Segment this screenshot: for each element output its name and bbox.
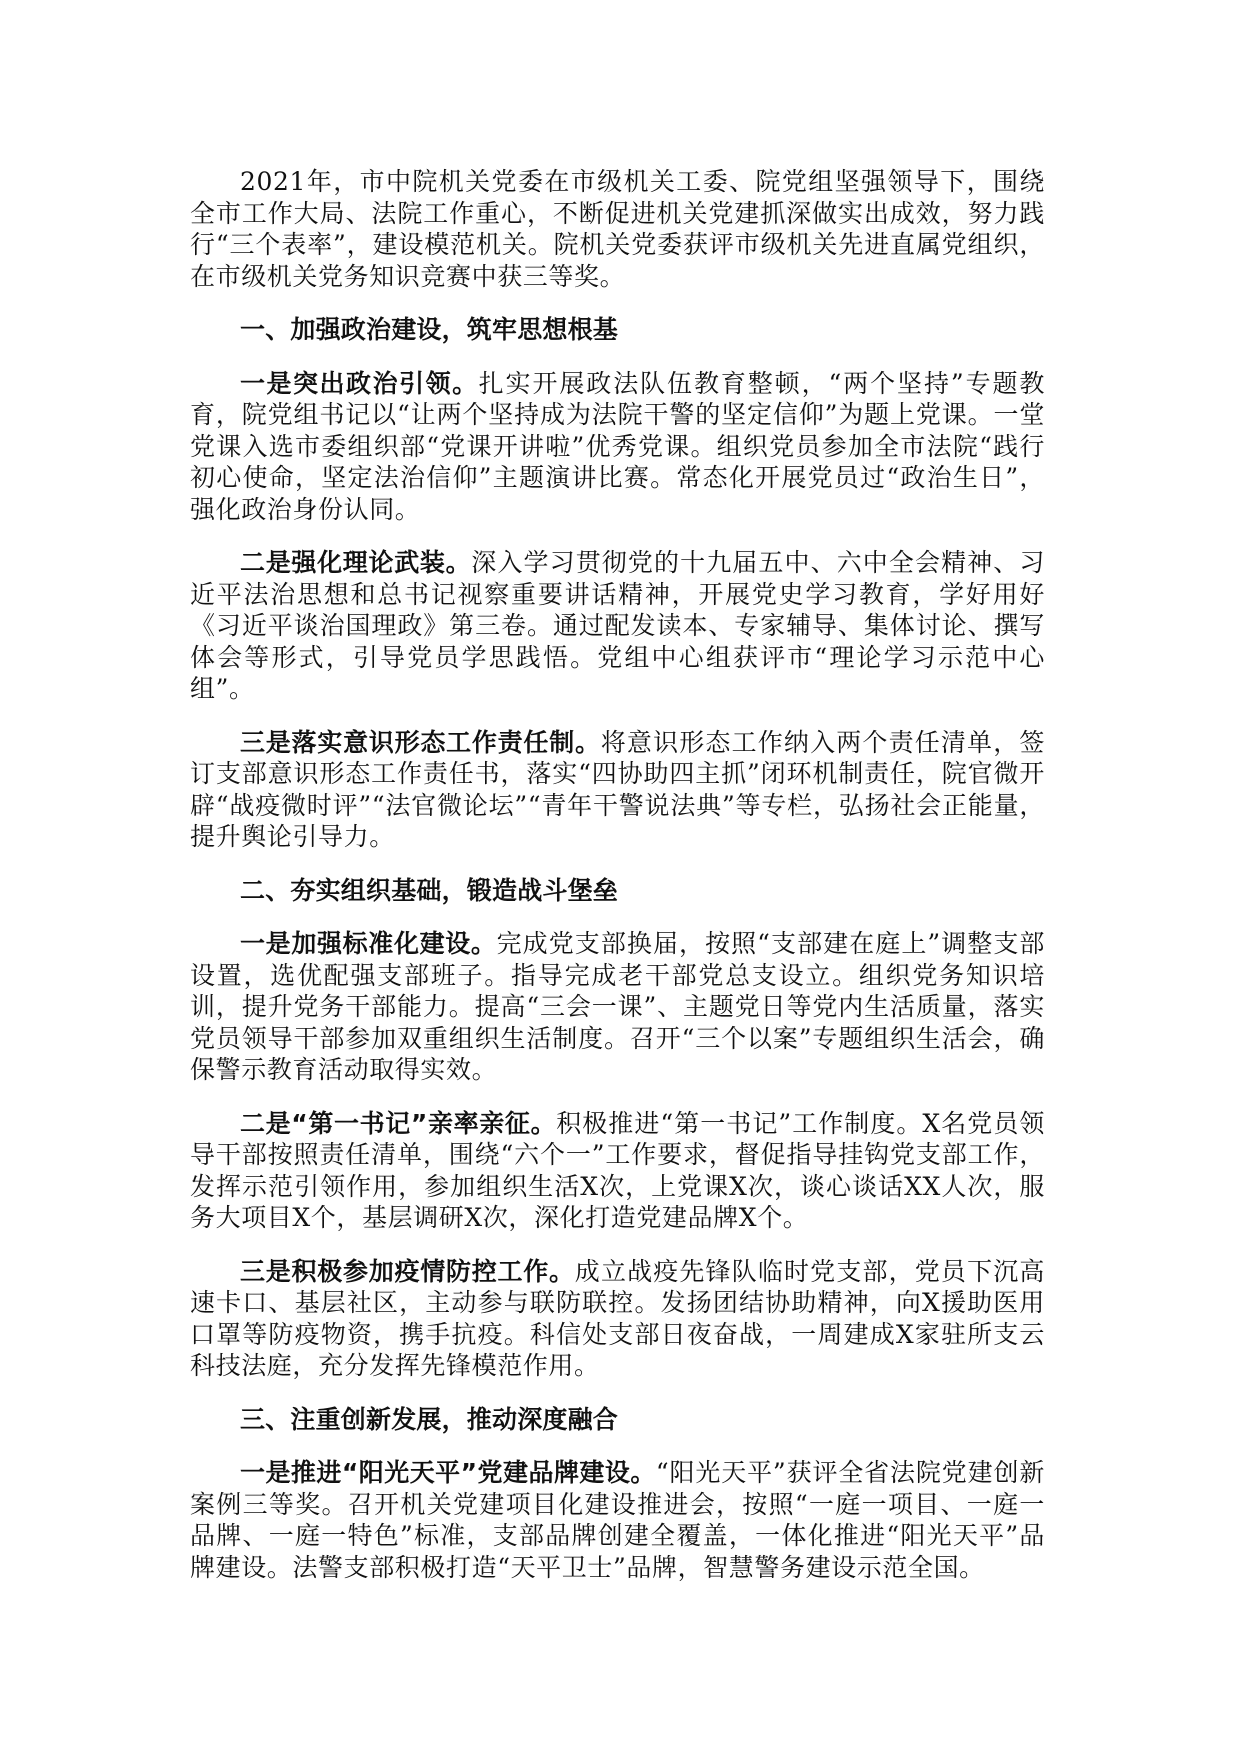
item-lead: 二是强化理论武装。: [240, 548, 472, 577]
section-3-item-1: [190, 1457, 1045, 1583]
item-lead: 三是积极参加疫情防控工作。: [240, 1256, 575, 1286]
item-lead: 二是“第一书记”亲率亲征。: [240, 1108, 557, 1138]
item-lead: 一是加强标准化建设。: [240, 929, 497, 958]
document-page: [190, 166, 1045, 1605]
item-text: “阳光天平”获评全省法院党建创新案例三等奖。召开机关党建项目化建设推进会，按照“一庭一项目、一庭一品牌、一庭一特色”标准，支部品牌创建全覆盖，一体化推进“阳光天平”品牌建设。法警支部积极打造“天平卫士”品牌，智慧警务建设示范全国。: [190, 1458, 1045, 1582]
item-text: 将意识形态工作纳入两个责任清单，签订支部意识形态工作责任书，落实“四协助四主抓”闭环机制责任，院官微开辟“战疫微时评”“法官微论坛”“青年干警说法典”等专栏，弘扬社会正能量，提升舆论引导力。: [190, 727, 1045, 851]
item-text: 扎实开展政法队伍教育整顿，“两个坚持”专题教育，院党组书记以“让两个坚持成为法院干警的坚定信仰”为题上党课。一堂党课入选市委组织部“党课开讲啦”优秀党课。组织党员参加全市法院“践行初心使命，坚定法治信仰”主题演讲比赛。常态化开展党员过“政治生日”，强化政治身份认同。: [190, 368, 1045, 524]
item-lead: 一是推进“阳光天平”党建品牌建设。: [240, 1458, 656, 1487]
section-heading-1: 一、加强政治建设，筑牢思想根基: [240, 315, 619, 344]
section-2-item-3: [190, 1256, 1045, 1382]
item-text: 深入学习贯彻党的十九届五中、六中全会精神、习近平法治思想和总书记视察重要讲话精神，开展党史学习教育，学好用好《习近平谈治国理政》第三卷。通过配发读本、专家辅导、集体讨论、撰写体会等形式，引导党员学思践悟。党组中心组获评市“理论学习示范中心组”。: [190, 548, 1045, 703]
section-2-item-2: [190, 1108, 1045, 1234]
section-1-item-3: [190, 727, 1045, 853]
intro-paragraph: 2021年，市中院机关党委在市级机关工委、院党组坚强领导下，围绕全市工作大局、法院工作重心，不断促进机关党建抓深做实出成效，努力践行“三个表率”，建设模范机关。院机关党委获评市级机关先进直属党组织，在市级机关党务知识竞赛中获三等奖。: [190, 167, 1045, 291]
item-text: 成立战疫先锋队临时党支部，党员下沉高速卡口、基层社区，主动参与联防联控。发扬团结协助精神，向X援助医用口罩等防疫物资，携手抗疫。科信处支部日夜奋战，一周建成X家驻所支云科技法庭，充分发挥先锋模范作用。: [190, 1256, 1045, 1380]
item-lead: 一是突出政治引领。: [240, 368, 479, 398]
section-heading-3: 三、注重创新发展，推动深度融合: [240, 1404, 619, 1434]
section-1-item-1: [190, 368, 1045, 526]
item-lead: 三是落实意识形态工作责任制。: [240, 727, 601, 757]
item-text: 积极推进“第一书记”工作制度。X名党员领导干部按照责任清单，围绕“六个一”工作要求，督促指导挂钩党支部工作，发挥示范引领作用，参加组织生活X次，上党课X次，谈心谈话XX人次，服务大项目X个，基层调研X次，深化打造党建品牌X个。: [190, 1108, 1045, 1232]
section-2-item-1: [190, 928, 1045, 1086]
section-1-item-2: [190, 547, 1045, 705]
item-text: 完成党支部换届，按照“支部建在庭上”调整支部设置，选优配强支部班子。指导完成老干部党总支设立。组织党务知识培训，提升党务干部能力。提高“三会一课”、主题党日等党内生活质量，落实党员领导干部参加双重组织生活制度。召开“三个以案”专题组织生活会，确保警示教育活动取得实效。: [190, 929, 1045, 1084]
section-heading-2: 二、夯实组织基础，锻造战斗堡垒: [240, 875, 619, 905]
